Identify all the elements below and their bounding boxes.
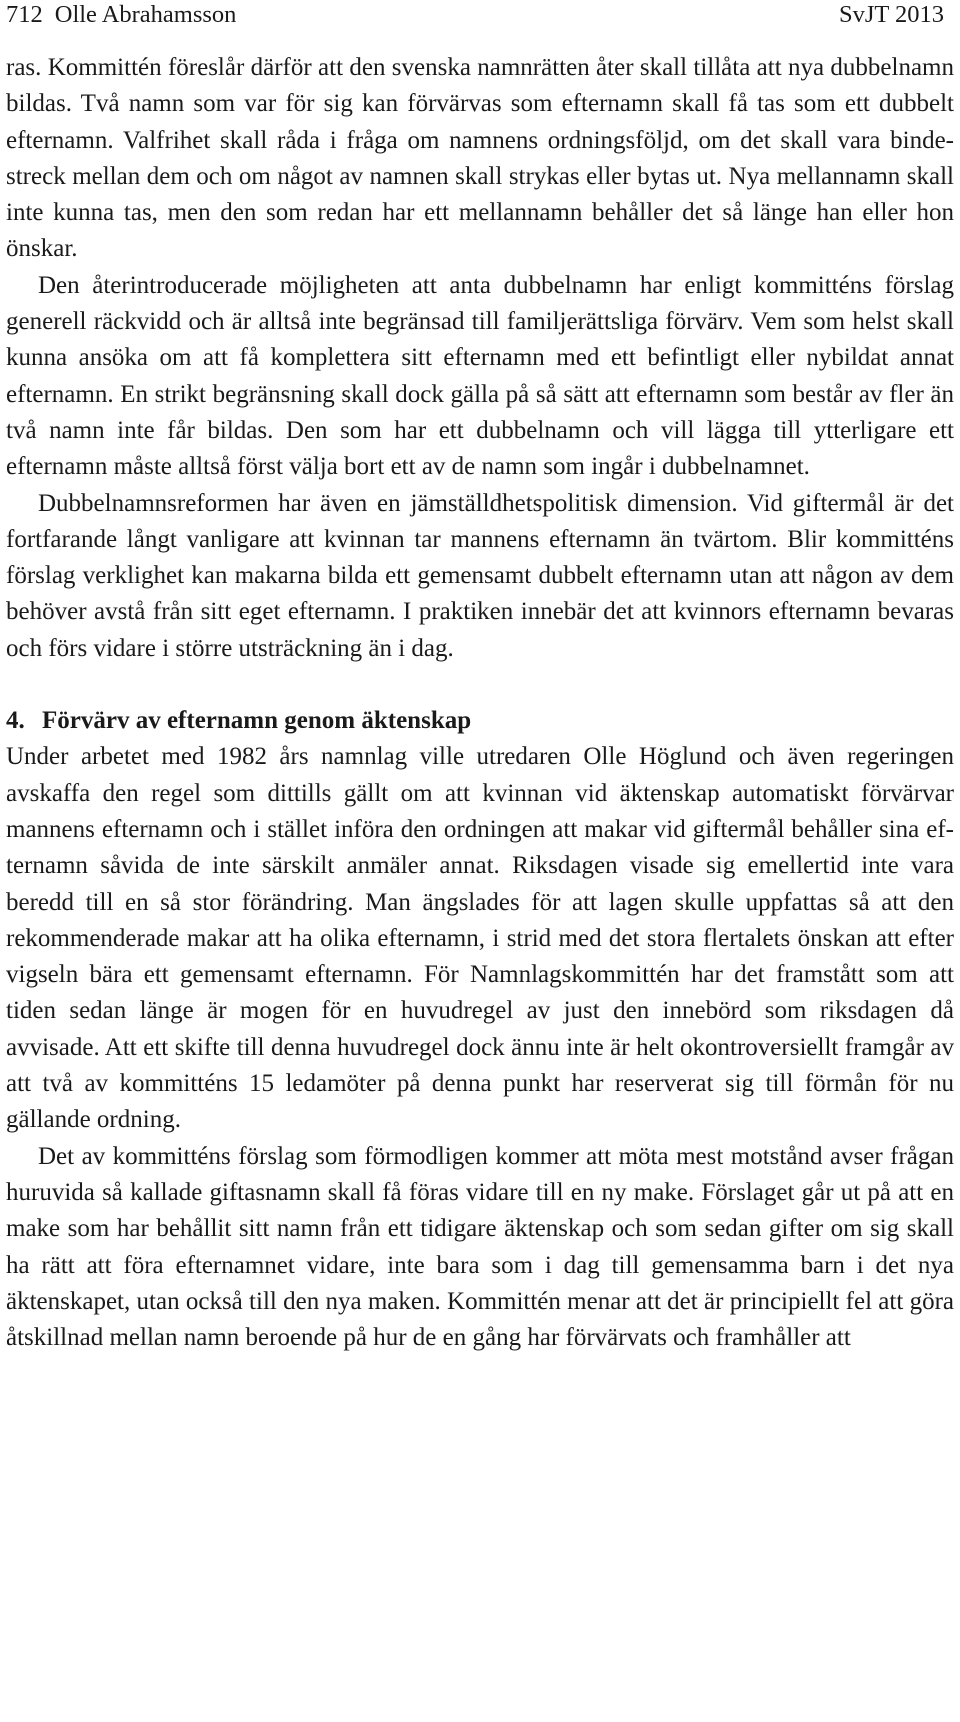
section-paragraph-2: Det av kommitténs förslag som förmodligen kommer att möta mest motstånd avser frågan huruvida så kallade giftasnamn skall få föras vidare till en ny make. Förslaget går ut på att en make som har behållit sitt namn från ett tidigare äktenskap och som sedan gifter om sig skall ha rätt att föra efternamnet vidare, inte bara som i dag till gemensamma barn i det nya äktenskapet, utan också till den nya maken. Kommittén menar att det är principiellt fel att göra åtskillnad mellan namn beroende på hur de en gång har förvärvats och framhåller att — [6, 1142, 954, 1352]
page-number: 712 — [6, 1, 43, 28]
journal-name: SvJT 2013 — [838, 1, 944, 28]
running-head-left — [6, 0, 236, 30]
section-title: Förvärv av efternamn genom äktenskap — [42, 707, 472, 735]
section-number: 4. — [6, 707, 25, 735]
author-name: Olle Abrahamsson — [54, 1, 237, 28]
paragraph-1: ras. Kommittén föreslår därför att den svenska namnrätten åter skall tillåta att nya dubbelnamn bildas. Två namn som var för sig kan förvärvas som efternamn skall få tas som ett dubbelt efternamn. Valfrihet skall råda i fråga om namnens ordningsföljd, om det skall vara bindestreck mellan dem och om något av namnen skall strykas eller bytas ut. Nya mellannamn skall inte kunna tas, men den som redan har ett mellannamn behåller det så länge han eller hon önskar. — [6, 54, 954, 263]
section-heading — [6, 703, 954, 739]
paragraph-3: Dubbelnamnsreformen har även en jämställdhetspolitisk dimension. Vid giftermål är det fortfarande långt vanligare att kvinnan tar mannens efternamn än tvärtom. Blir kommitténs förslag verklighet kan makarna bilda ett gemensamt dubbelt efternamn utan att någon av dem behöver avstå från sitt eget efternamn. I praktiken innebär det att kvinnors efternamn bevaras och förs vidare i större utsträckning än i dag. — [6, 489, 954, 662]
paragraph-2: Den återintroducerade möjligheten att anta dubbelnamn har enligt kommitténs förslag generell räckvidd och är alltså inte begränsad till familjerättsliga förvärv. Vem som helst skall kunna ansöka om att få komplettera sitt efternamn med ett befintligt eller nybildat annat efternamn. En strikt begränsning skall dock gälla på så sätt att efternamn som består av fler än två namn inte får bildas. Den som har ett dubbelnamn och vill lägga till ytterligare ett efternamn måste alltså först välja bort ett av de namn som ingår i dubbelnamnet. — [6, 271, 954, 481]
document-page — [6, 0, 954, 1356]
running-head — [6, 0, 954, 50]
section-paragraph-1: Under arbetet med 1982 års namnlag ville utredaren Olle Höglund och även regeringen avskaffa den regel som dittills gällt om att kvinnan vid äktenskap automatiskt förvärvar mannens efternamn och i stället införa den ordningen att makar vid giftermål behåller sina efternamn såvida de inte särskilt anmäler annat. Riksdagen visade sig emellertid inte vara beredd till en så stor förändring. Man ängslades för att lagen skulle uppfattas så att den rekommenderade makar att ha olika efternamn, i strid med det stora flertalets önskan att efter vigseln bära ett gemensamt efternamn. För Namnlagskommittén har det framstått som att tiden sedan länge är mogen för en huvudregel av just den innebörd som riksdagen då avvisade. Att ett skifte till denna huvudregel dock ännu inte är helt okontroversiellt framgår av att två av kommitténs 15 ledamöter på denna punkt har reserverat sig till förmån för nu gällande ordning. — [6, 743, 954, 1134]
